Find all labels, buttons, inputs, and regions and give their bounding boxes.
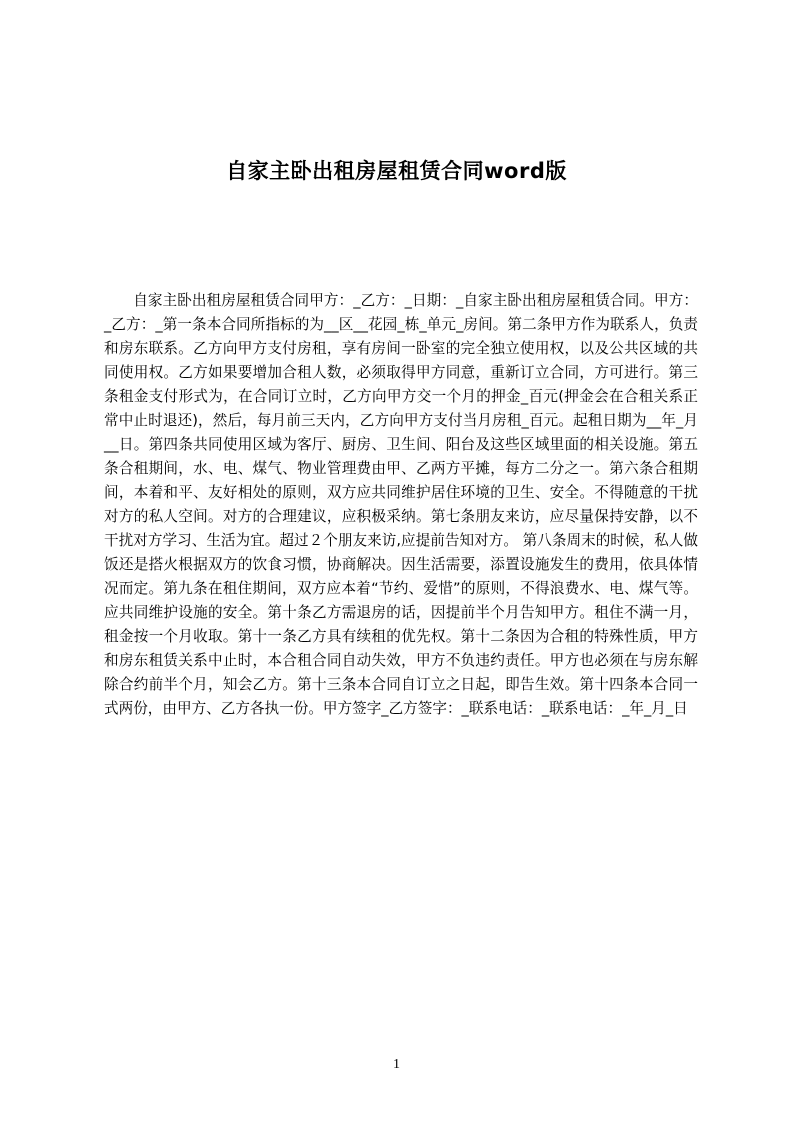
page-number: 1 xyxy=(393,1057,400,1072)
contract-body-text: 自家主卧出租房屋租赁合同甲方：_乙方：_日期：_自家主卧出租房屋租赁合同。甲方：_乙方：_第一条本合同所指标的为__区__花园_栋_单元_房间。第二条甲方作为联系人，负责和房东联系。乙方向甲方支付房租，享有房间一卧室的完全独立使用权，以及公共区域的共同使用权。乙方如果要增加合租人数，必须取得甲方同意，重新订立合同，方可进行。第三条租金支付形式为，在合同订立时，乙方向甲方交一个月的押金_百元(押金会在合租关系正常中止时退还)，然后，每月前三天内，乙方向甲方支付当月房租_百元。起租日期为__年_月__日。第四条共同使用区域为客厅、厨房、卫生间、阳台及这些区域里面的相关设施。第五条合租期间，水、电、煤气、物业管理费由甲、乙两方平摊，每方二分之一。第六条合租期间，本着和平、友好相处的原则，双方应共同维护居住环境的卫生、安全。不得随意的干扰对方的私人空间。对方的合理建议，应积极采纳。第七条朋友来访，应尽量保持安静，以不干扰对方学习、生活为宜。超过２个朋友来访,应提前告知对方。 第八条周末的时候，私人做饭还是搭火根据双方的饮食习惯，协商解决。因生活需要，添置设施发生的费用，依具体情况而定。第九条在租住期间，双方应本着“节约、爱惜”的原则，不得浪费水、电、煤气等。应共同维护设施的安全。第十条乙方需退房的话，因提前半个月告知甲方。租住不满一月，租金按一个月收取。第十一条乙方具有续租的优先权。第十二条因为合租的特殊性质，甲方和房东租赁关系中止时，本合租合同自动失效，甲方不负违约责任。甲方也必须在与房东解除合约前半个月，知会乙方。第十三条本合同自订立之日起，即告生效。第十四条本合同一式两份，由甲方、乙方各执一份。甲方签字_乙方签字：_联系电话：_联系电话：_年_月_日 xyxy=(104,292,698,717)
document-title: 自家主卧出租房屋租赁合同word版 xyxy=(226,159,567,184)
